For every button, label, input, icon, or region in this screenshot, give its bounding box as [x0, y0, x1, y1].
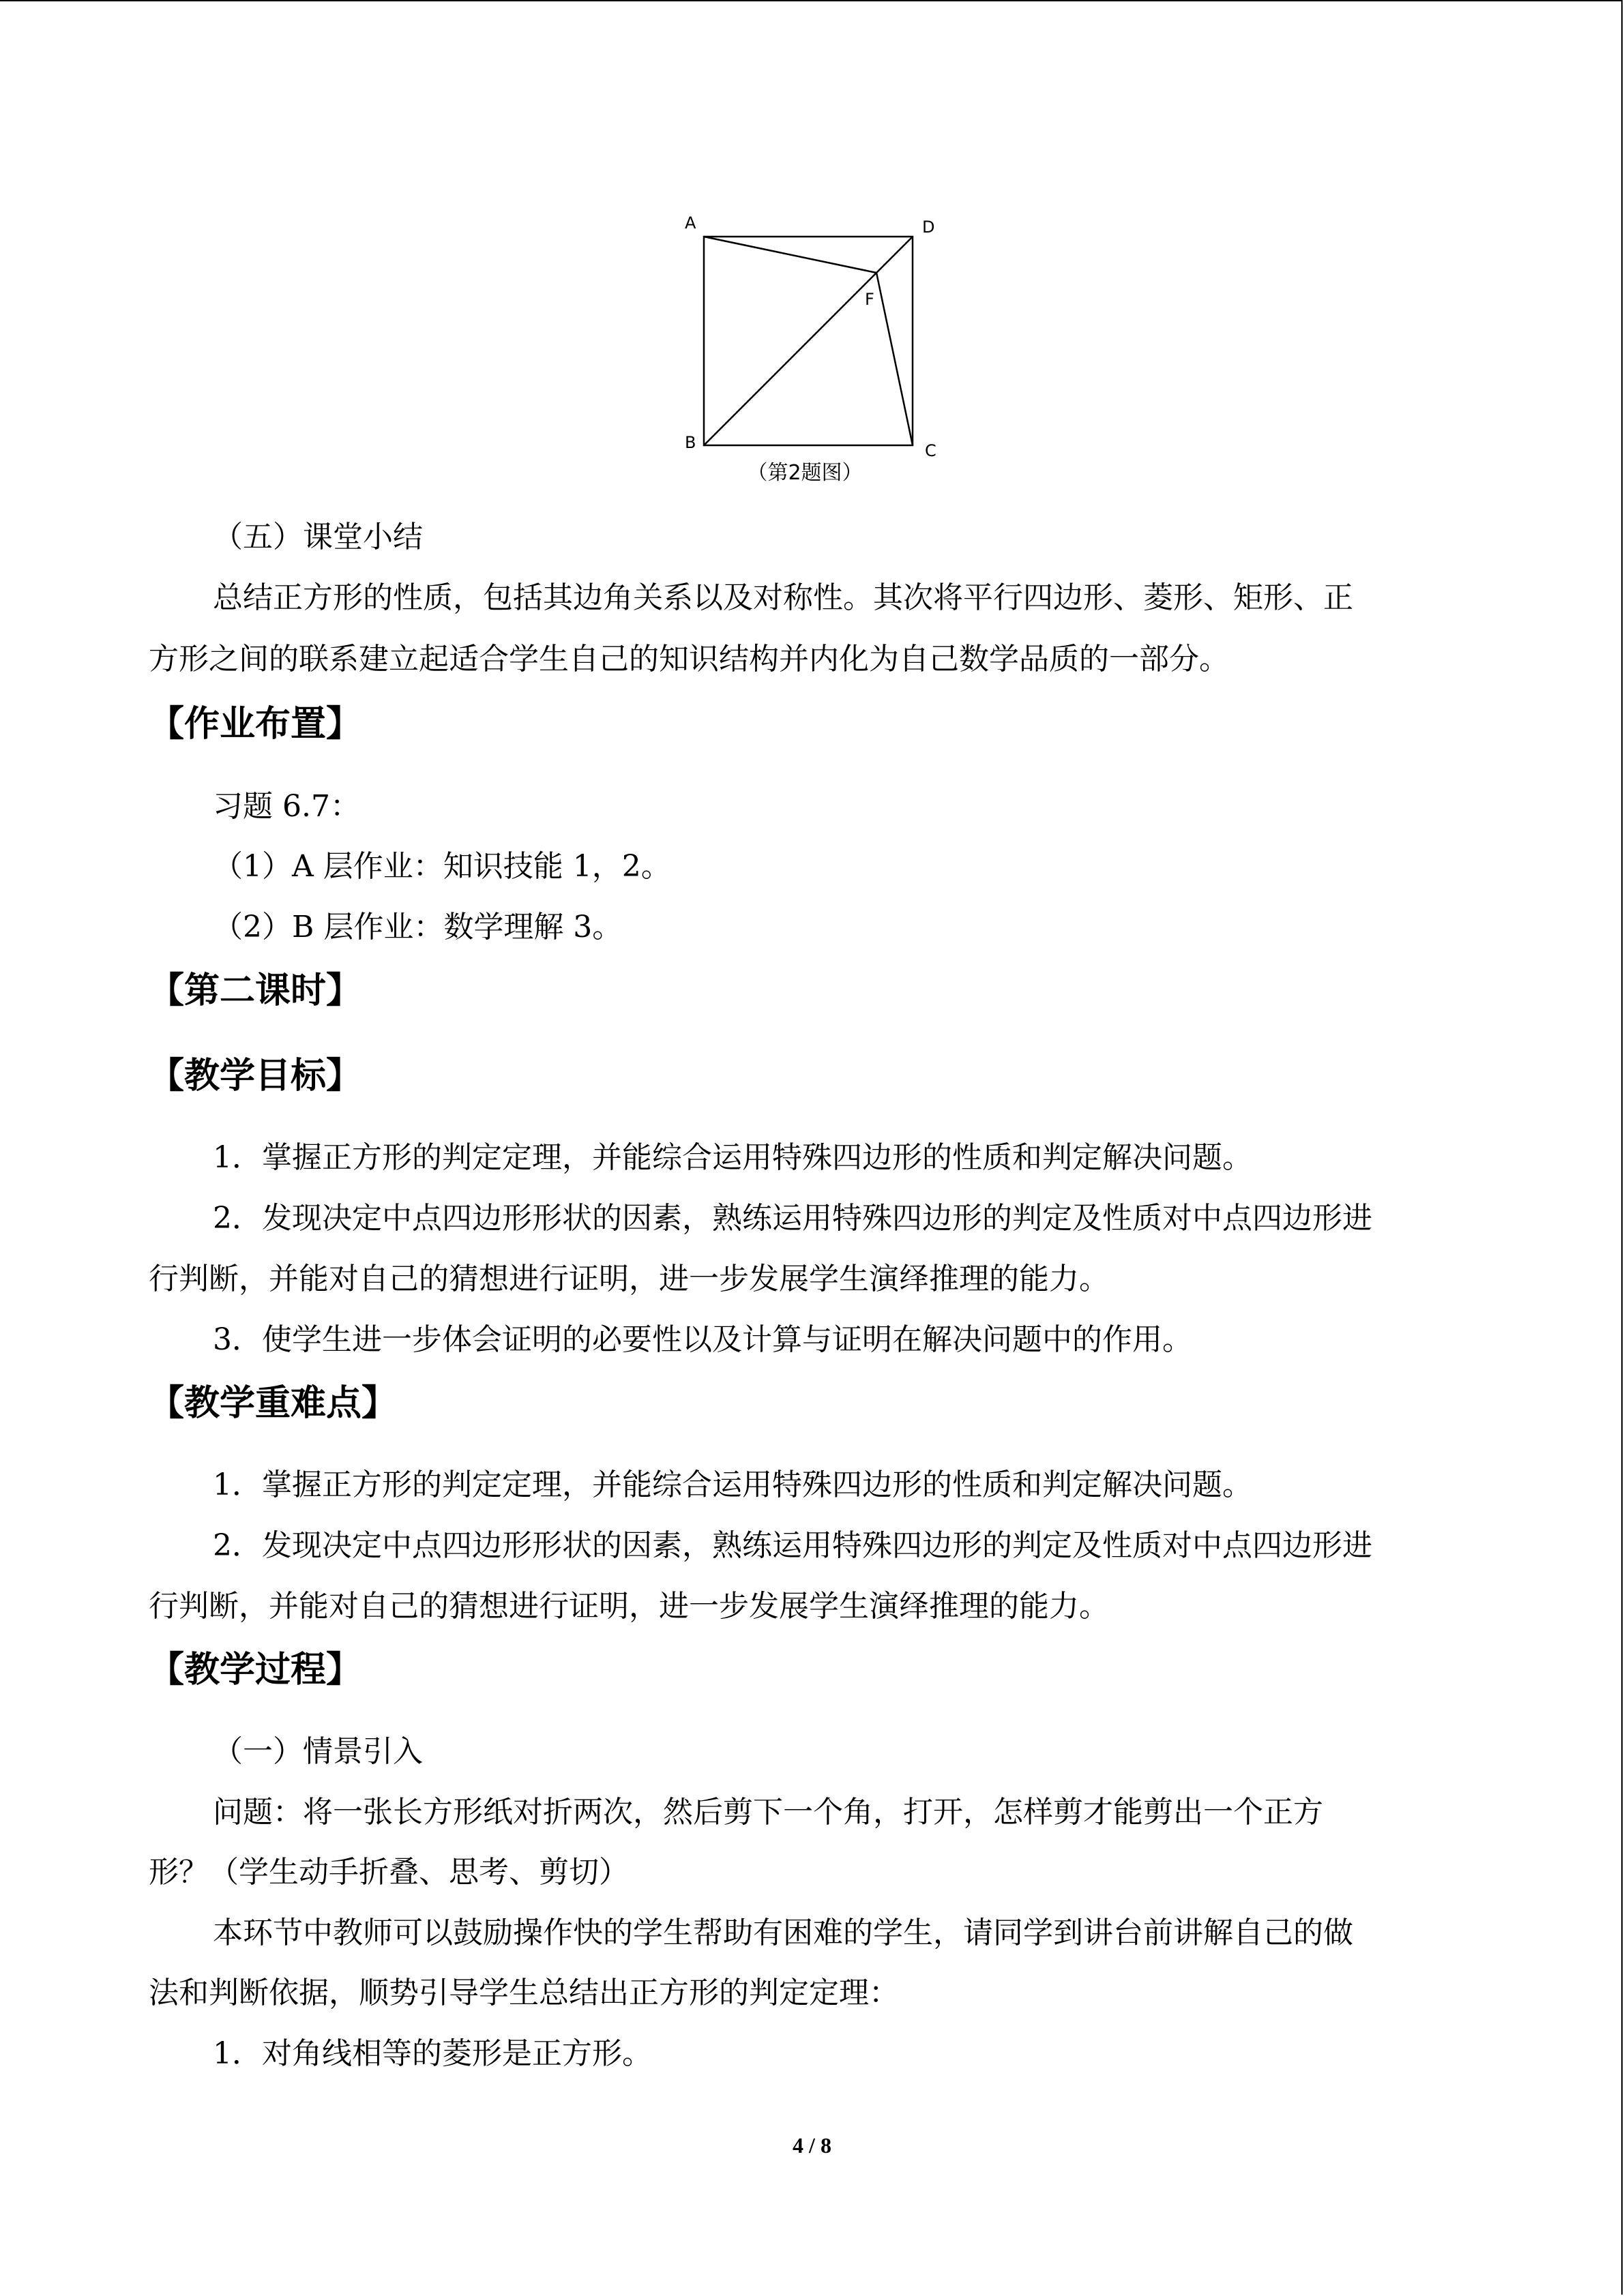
- goal-2-line-1: 2．发现决定中点四边形形状的因素，熟练运用特殊四边形的判定及性质对中点四边形进: [213, 1201, 1372, 1236]
- label-f: F: [865, 290, 874, 309]
- summary-title: （五）课堂小结: [213, 520, 423, 554]
- keypoint-1: 1．掌握正方形的判定定理，并能综合运用特殊四边形的性质和判定解决问题。: [213, 1467, 1252, 1502]
- keypoint-2-line-2: 行判断，并能对自己的猜想进行证明，进一步发展学生演绎推理的能力。: [149, 1589, 1109, 1624]
- homework-heading: 【作业布置】: [149, 704, 362, 745]
- label-c: C: [925, 441, 936, 460]
- page-number: 4 / 8: [793, 2133, 831, 2158]
- goal-2-line-2: 行判断，并能对自己的猜想进行证明，进一步发展学生演绎推理的能力。: [149, 1262, 1109, 1296]
- keypoint-2-line-1: 2．发现决定中点四边形形状的因素，熟练运用特殊四边形的判定及性质对中点四边形进: [213, 1528, 1372, 1563]
- label-a: A: [685, 213, 696, 233]
- label-b: B: [685, 433, 696, 452]
- diagonal-bd: [704, 237, 913, 445]
- geometry-figure: [675, 208, 948, 494]
- process-heading: 【教学过程】: [149, 1650, 362, 1690]
- process-question-line-2: 形？（学生动手折叠、思考、剪切）: [149, 1855, 629, 1890]
- keypoints-heading: 【教学重难点】: [149, 1383, 398, 1424]
- segment-fc: [876, 273, 913, 445]
- goals-heading: 【教学目标】: [149, 1056, 362, 1097]
- goal-1: 1．掌握正方形的判定定理，并能综合运用特殊四边形的性质和判定解决问题。: [213, 1140, 1252, 1175]
- summary-line-2: 方形之间的联系建立起适合学生自己的知识结构并内化为自己数学品质的一部分。: [149, 642, 1229, 676]
- homework-item-1: （1）A 层作业：知识技能 1，2。: [213, 849, 671, 884]
- segment-af: [704, 237, 876, 273]
- summary-line-1: 总结正方形的性质，包括其边角关系以及对称性。其次将平行四边形、菱形、矩形、正: [213, 580, 1353, 615]
- process-question-line-1: 问题：将一张长方形纸对折两次，然后剪下一个角，打开，怎样剪才能剪出一个正方: [213, 1795, 1323, 1830]
- figure-caption: （第2题图）: [747, 461, 863, 485]
- square-diagram: [675, 208, 948, 494]
- goal-3: 3．使学生进一步体会证明的必要性以及计算与证明在解决问题中的作用。: [213, 1322, 1192, 1357]
- lesson2-heading: 【第二课时】: [149, 970, 362, 1011]
- process-subheading-1: （一）情景引入: [213, 1734, 423, 1769]
- homework-item-2: （2）B 层作业：数学理解 3。: [213, 910, 623, 944]
- process-paragraph-line-1: 本环节中教师可以鼓励操作快的学生帮助有困难的学生，请同学到讲台前讲解自己的做: [213, 1915, 1353, 1950]
- label-d: D: [922, 218, 935, 237]
- process-paragraph-line-2: 法和判断依据，顺势引导学生总结出正方形的判定定理：: [149, 1976, 899, 2010]
- process-theorem-1: 1．对角线相等的菱形是正方形。: [213, 2036, 652, 2071]
- homework-item-0: 习题 6.7：: [213, 789, 360, 824]
